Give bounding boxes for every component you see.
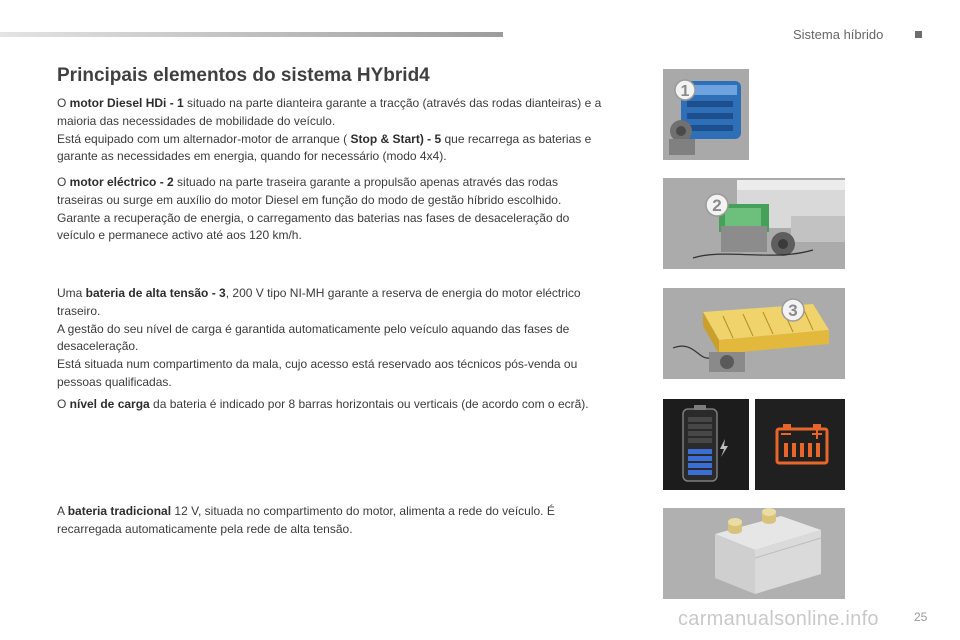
emphasis-term: motor Diesel HDi - 1 xyxy=(69,96,184,110)
callout-3: 3 xyxy=(788,301,798,320)
paragraph-hv-battery: Uma bateria de alta tensão - 3, 200 V tipo NI-MH garante a reserva de energia do motor eléctrico traseiro. A gestão do seu nível de carga é garantida automaticamente pelo veículo aquando das fases de desaceleração. Está situada num compartimento da mala, cujo acesso está reservado aos técnicos pós-venda ou pessoas qualificadas. xyxy=(57,286,581,389)
charge-level-gauge-image xyxy=(663,399,749,490)
electric-motor-image xyxy=(663,178,845,269)
emphasis-term: Stop & Start) - 5 xyxy=(350,131,442,146)
watermark: carmanualsonline.info xyxy=(678,608,879,630)
emphasis-term: nível de carga xyxy=(69,397,150,411)
battery-indicator-image xyxy=(755,399,845,490)
hv-battery-image xyxy=(663,288,845,379)
paragraph-charge-level: O nível de carga da bateria é indicado por 8 barras horizontais ou verticais (de acordo com o ecrã). xyxy=(57,397,589,411)
traditional-battery-image xyxy=(663,508,845,599)
paragraph-diesel-engine: O motor Diesel HDi - 1 situado na parte dianteira garante a tracção (através das rodas dianteiras) e a maioria das necessidades de mobilidade do veículo. Está equipado com um alternador-motor de arranque ( Stop & Start) - 5 que recarrega as baterias e garante as necessidades em energia, quando for necessário (modo 4x4). xyxy=(57,96,602,164)
section-marker xyxy=(915,31,922,38)
paragraph-traditional-battery: A bateria tradicional 12 V, situada no compartimento do motor, alimenta a rede do veículo. É recarregada automaticamente pela rede de alta tensão. xyxy=(57,504,555,536)
section-title: Sistema híbrido xyxy=(793,27,884,42)
callout-2: 2 xyxy=(712,196,722,215)
header-bar xyxy=(0,32,503,37)
emphasis-term: bateria tradicional xyxy=(67,504,172,518)
page-number: 25 xyxy=(914,610,928,624)
emphasis-term: bateria de alta tensão - 3 xyxy=(85,286,226,300)
diesel-engine-image xyxy=(663,69,749,160)
emphasis-term: motor eléctrico - 2 xyxy=(69,175,174,189)
callout-1: 1 xyxy=(680,83,690,100)
page-title: Principais elementos do sistema HYbrid4 xyxy=(57,65,430,86)
paragraph-electric-motor: O motor eléctrico - 2 situado na parte traseira garante a propulsão apenas através das rodas traseiras ou surge em auxílio do motor Diesel em função do modo de gestão híbrido escolhido. Garante a recuperação de energia, o carregamento das baterias nas fases de desaceleração do veículo e permanece activo até aos 120 km/h. xyxy=(57,175,570,243)
